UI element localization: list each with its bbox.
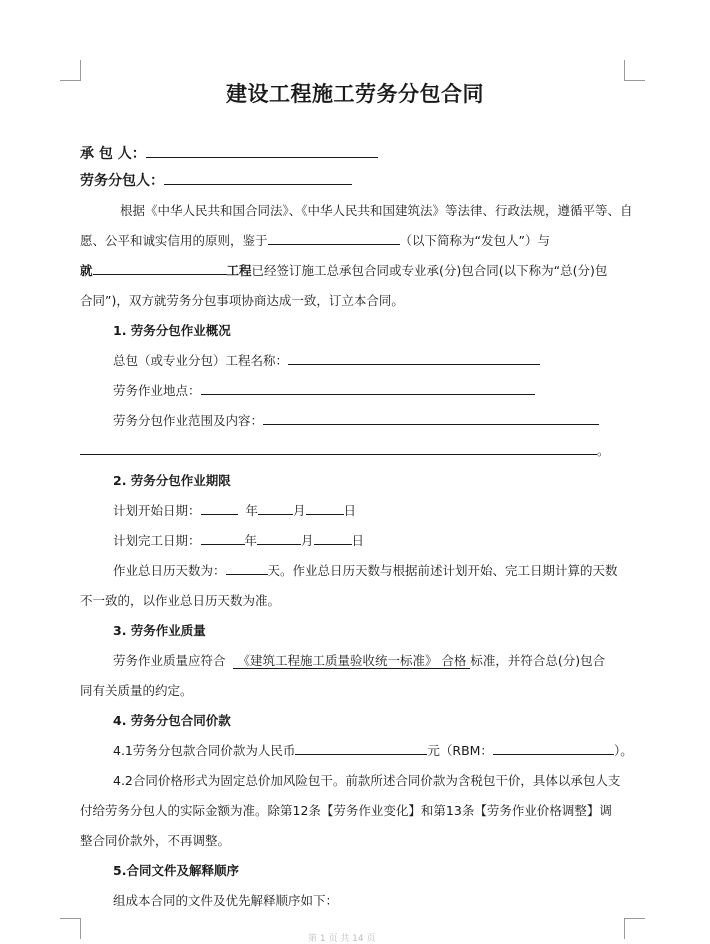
intro-line-3	[80, 261, 607, 279]
start-day-unit: 日	[343, 503, 357, 518]
scope-line-2	[80, 441, 610, 459]
start-month-field[interactable]	[258, 501, 293, 515]
price-form-line-1: 4.2合同价格形式为固定总价加风险包干。前款所述合同价款为含税包干价，具体以承包人支	[113, 773, 621, 788]
start-day-field[interactable]	[306, 501, 344, 515]
start-date-label: 计划开始日期：	[113, 503, 201, 518]
scope-field-continued[interactable]	[80, 441, 597, 455]
price-form-line-3: 整合同价款外，不再调整。	[80, 833, 231, 848]
location-label: 劳务作业地点：	[113, 383, 201, 398]
contractor-label: 承 包 人：	[80, 146, 146, 162]
project-name-line	[113, 351, 540, 369]
start-month-unit: 月	[292, 503, 306, 518]
price-rbm-label: 元（RBM：	[427, 743, 493, 758]
contractor-field[interactable]	[146, 144, 378, 158]
section-1-heading: 1. 劳务分包作业概况	[113, 323, 231, 338]
project-field[interactable]	[93, 261, 227, 275]
total-days-field[interactable]	[226, 561, 268, 575]
subcontractor-label: 劳务分包人：	[80, 173, 164, 189]
end-date-line	[113, 531, 364, 549]
section-2-heading: 2. 劳务分包作业期限	[113, 473, 231, 488]
scope-field[interactable]	[263, 411, 599, 425]
total-days-label: 作业总日历天数为：	[113, 563, 226, 578]
price-label: 4.1劳务分包款合同价款为人民币	[113, 743, 296, 758]
project-name-label: 总包（或专业分包）工程名称：	[113, 353, 289, 368]
intro-text-2a: 愿、公平和诚实信用的原则，鉴于	[80, 233, 268, 248]
start-year-unit: 年	[245, 503, 258, 518]
scope-line	[113, 411, 599, 429]
location-field[interactable]	[201, 381, 535, 395]
end-date-label: 计划完工日期：	[113, 533, 201, 548]
section-5-heading: 5.合同文件及解释顺序	[113, 863, 239, 878]
intro-line-2	[80, 231, 550, 249]
scope-end-mark: 。	[597, 443, 610, 458]
price-rmb-field[interactable]	[295, 741, 427, 755]
quality-text-a: 劳务作业质量应符合	[113, 653, 226, 668]
intro-line-4: 合同”)，双方就劳务分包事项协商达成一致，订立本合同。	[80, 293, 404, 308]
crop-mark-bottom-left	[60, 918, 81, 939]
end-year-unit: 年	[244, 533, 258, 548]
price-form-line-2: 付给劳务分包人的实际金额为准。除第12条【劳务作业变化】和第13条【劳务作业价格调整】调	[80, 803, 612, 818]
quality-text-b: 标准，并符合总(分)包合	[470, 653, 606, 668]
total-days-line	[113, 561, 618, 579]
quality-line-2: 同有关质量的约定。	[80, 683, 193, 698]
subcontractor-field[interactable]	[164, 171, 352, 185]
contractor-line	[80, 143, 378, 163]
section-3-heading: 3. 劳务作业质量	[113, 623, 206, 638]
intro-line-1: 根据《中华人民共和国合同法》、《中华人民共和国建筑法》等法律、行政法规，遵循平等、自	[120, 203, 633, 218]
intro-text-3b: 工程	[226, 263, 252, 278]
location-line	[113, 381, 535, 399]
page-number-footer: 第 1 页 共 14 页	[308, 934, 376, 944]
intro-text-3a: 就	[80, 263, 93, 278]
document-title: 建设工程施工劳务分包合同	[226, 81, 484, 106]
subcontractor-line	[80, 170, 352, 190]
project-name-field[interactable]	[288, 351, 540, 365]
price-end-mark: ）。	[613, 743, 633, 758]
employer-field[interactable]	[268, 231, 400, 245]
start-date-line	[113, 501, 356, 519]
end-day-unit: 日	[351, 533, 365, 548]
quality-line-1	[113, 651, 605, 669]
price-rbm-field[interactable]	[493, 741, 614, 755]
price-line	[113, 741, 633, 759]
end-month-field[interactable]	[257, 531, 301, 545]
section-4-heading: 4. 劳务分包合同价款	[113, 713, 231, 728]
intro-text-3c: 已经签订施工总承包合同或专业承(分)包合同(以下称为“总(分)包	[251, 263, 608, 278]
scope-label: 劳务分包作业范围及内容：	[113, 413, 264, 428]
start-year-field[interactable]	[201, 501, 238, 515]
total-days-line-2: 不一致的，以作业总日历天数为准。	[80, 593, 281, 608]
intro-text-2b: （以下简称为“发包人”）与	[399, 233, 550, 248]
total-days-text: 天。作业总日历天数与根据前述计划开始、完工日期计算的天数	[267, 563, 618, 578]
documents-line: 组成本合同的文件及优先解释顺序如下：	[113, 893, 339, 908]
end-month-unit: 月	[301, 533, 314, 548]
crop-mark-bottom-right	[624, 918, 645, 939]
end-day-field[interactable]	[314, 531, 352, 545]
quality-standard: 《建筑工程施工质量验收统一标准》 合格	[233, 653, 471, 668]
end-year-field[interactable]	[201, 531, 245, 545]
